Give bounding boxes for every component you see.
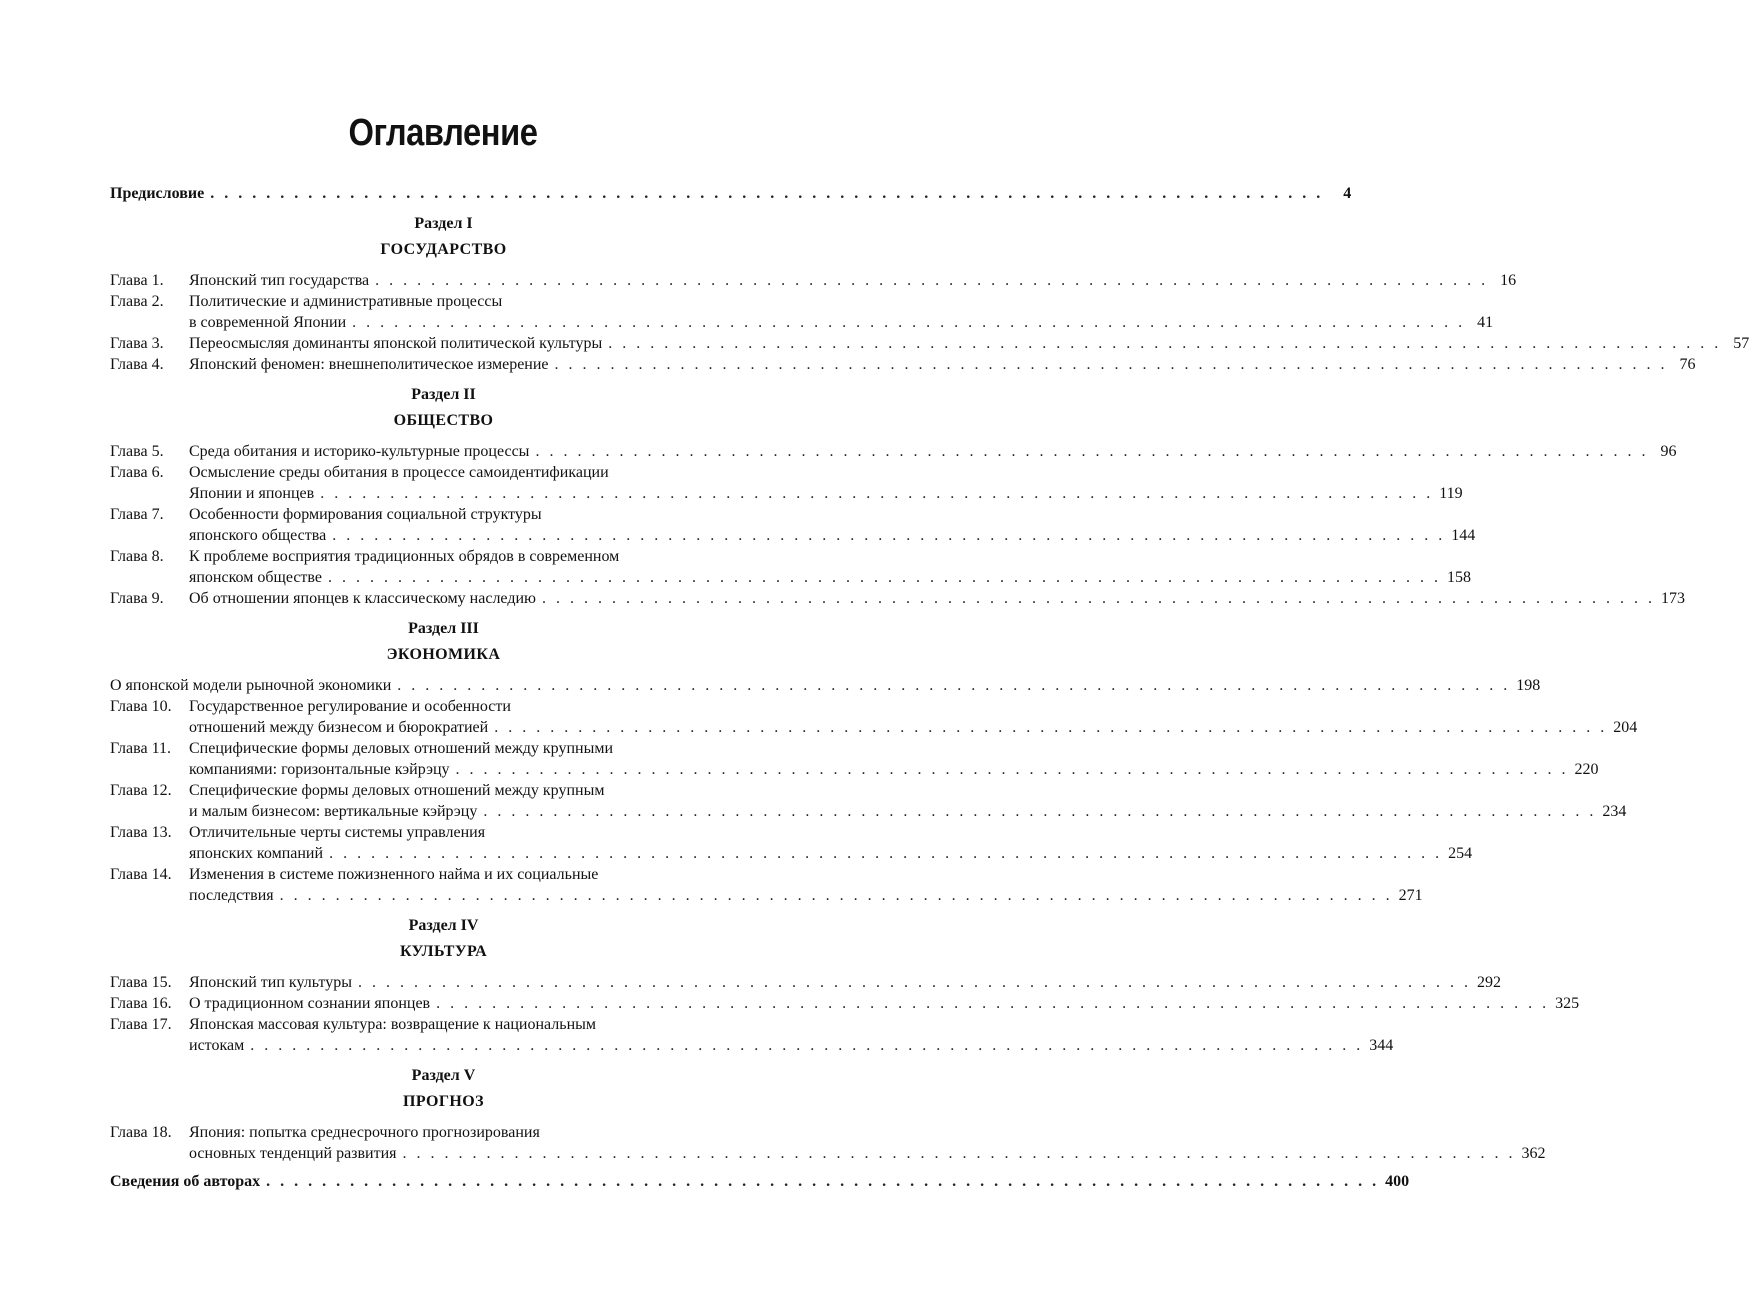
leader-dots: . . . . . . . . . . . . . . . . . . . . . . . . . . . . . . . . . . . . . . . . . . . . . . . . . . . . . . . . . . . . . . . . . . . . . . . . . . . . . . . .: [329, 845, 1443, 862]
toc-entry-continuation[interactable]: [110, 843, 1473, 864]
entry-title: Японская массовая культура: возвращение к национальным: [189, 1016, 597, 1033]
page-number: 344: [1369, 1037, 1394, 1054]
page-number: 119: [1439, 485, 1463, 502]
page-number: 41: [1477, 314, 1494, 331]
entry-line: [189, 462, 777, 483]
chapter-label: Глава 2.: [110, 293, 164, 310]
toc-entry-chapter[interactable]: [110, 441, 1677, 462]
entry-title: Отличительные черты системы управления: [189, 824, 486, 841]
entry-line: [189, 843, 1473, 864]
leader-dots: . . . . . . . . . . . . . . . . . . . . . . . . . . . . . . . . . . . . . . . . . . . . . . . . . . . . . . . . . . . . . . . . . . . . . . . . . . . . . . . .: [455, 761, 1569, 778]
entry-title: японского общества: [189, 527, 327, 544]
chapter-label: Глава 18.: [110, 1124, 172, 1141]
chapter-label: Глава 12.: [110, 782, 172, 799]
entry-title: Государственное регулирование и особенности: [189, 698, 511, 715]
entry-title: японских компаний: [189, 845, 324, 862]
toc-entry-continuation[interactable]: [110, 1035, 1394, 1056]
entry-line: [189, 525, 1476, 546]
leader-dots: . . . . . . . . . . . . . . . . . . . . . . . . . . . . . . . . . . . . . . . . . . . . . . . . . . . . . . . . . . . . . . . . . . . . . . . . . . . . . . . .: [436, 995, 1550, 1012]
page-number: 254: [1448, 845, 1473, 862]
page-number: 16: [1500, 272, 1517, 289]
entry-title: Политические и административные процессы: [189, 293, 503, 310]
chapter-label: Глава 13.: [110, 824, 172, 841]
leader-dots: . . . . . . . . . . . . . . . . . . . . . . . . . . . . . . . . . . . . . . . . . . . . . . . . . . . . . . . . . . . . . . . . . . . . . . . . . . . . . . . .: [332, 527, 1446, 544]
spacer: [110, 1164, 777, 1171]
entry-line: [189, 759, 1599, 780]
toc-entry-preface[interactable]: [110, 183, 1352, 204]
toc-entry-chapter[interactable]: [110, 972, 1501, 993]
entry-title: Япония: попытка среднесрочного прогнозирования: [189, 1124, 540, 1141]
leader-dots: . . . . . . . . . . . . . . . . . . . . . . . . . . . . . . . . . . . . . . . . . . . . . . . . . . . . . . . . . . . . . . . . . . . . . . . . . . . . . . . .: [375, 272, 1489, 289]
entry-line: [189, 738, 777, 759]
page-number: 158: [1446, 569, 1471, 586]
toc-entry-chapter: [110, 822, 777, 843]
leader-dots: . . . . . . . . . . . . . . . . . . . . . . . . . . . . . . . . . . . . . . . . . . . . . . . . . . . . . . . . . . . . . . . . . . . . . . . . . . . . . . . .: [494, 719, 1608, 736]
page-number: 173: [1660, 590, 1685, 607]
toc-entry-continuation[interactable]: [110, 759, 1599, 780]
toc-entry-continuation[interactable]: [110, 885, 1423, 906]
section-title: ЭКОНОМИКА: [386, 646, 501, 663]
toc-entry-chapter: [110, 462, 777, 483]
entry-title: Переосмысляя доминанты японской политической культуры: [189, 335, 603, 352]
toc-entry-chapter[interactable]: [110, 270, 1517, 291]
toc-entry-chapter: [110, 546, 777, 567]
page-number: 4: [1343, 185, 1352, 202]
toc-entry-chapter[interactable]: [110, 993, 1580, 1014]
toc-entry-continuation[interactable]: [110, 483, 1463, 504]
toc-entry-chapter: [110, 504, 777, 525]
page-number: 204: [1613, 719, 1638, 736]
entry-title: К проблеме восприятия традиционных обрядов в современном: [189, 548, 620, 565]
chapter-label: Глава 6.: [110, 464, 164, 481]
toc-entry-chapter[interactable]: [110, 588, 1685, 609]
entry-line: [189, 717, 1638, 738]
table-of-contents: [110, 183, 1749, 1192]
toc-entry-authors[interactable]: [110, 1171, 1410, 1192]
leader-dots: . . . . . . . . . . . . . . . . . . . . . . . . . . . . . . . . . . . . . . . . . . . . . . . . . . . . . . . . . . . . . . . . . . . . . . . . . . . . . . . .: [402, 1145, 1516, 1162]
page-number: 400: [1385, 1173, 1410, 1190]
entry-title: Японский тип государства: [189, 272, 370, 289]
entry-title: Японский феномен: внешнеполитическое измерение: [189, 356, 549, 373]
page-number: 234: [1602, 803, 1627, 820]
section-title: КУЛЬТУРА: [399, 943, 488, 960]
entry-title: Изменения в системе пожизненного найма и их социальные: [189, 866, 599, 883]
entry-title: последствия: [189, 887, 274, 904]
chapter-label: Глава 10.: [110, 698, 172, 715]
leader-dots: . . . . . . . . . . . . . . . . . . . . . . . . . . . . . . . . . . . . . . . . . . . . . . . . . . . . . . . . . . . . . . . . . . . . . . . . . . . . . . . .: [535, 443, 1649, 460]
entry-title: Специфические формы деловых отношений между крупными: [189, 740, 614, 757]
leader-dots: . . . . . . . . . . . . . . . . . . . . . . . . . . . . . . . . . . . . . . . . . . . . . . . . . . . . . . . . . . . . . . . . . . . . . . . . . . . . . . . .: [250, 1037, 1364, 1054]
section-label: Раздел IV: [408, 917, 479, 934]
toc-entry-continuation[interactable]: [110, 801, 1627, 822]
chapter-label: Глава 5.: [110, 443, 164, 460]
toc-entry-chapter: [110, 1014, 777, 1035]
entry-title: основных тенденций развития: [189, 1145, 397, 1162]
leader-dots: . . . . . . . . . . . . . . . . . . . . . . . . . . . . . . . . . . . . . . . . . . . . . . . . . . . . . . . . . . . . . . . . . . . . . . . . . . . . . . . .: [279, 887, 1393, 904]
entry-line: [110, 675, 1541, 696]
entry-line: [189, 780, 777, 801]
chapter-label: Глава 15.: [110, 974, 172, 991]
entry-title: О традиционном сознании японцев: [189, 995, 431, 1012]
entry-line: [110, 183, 1352, 204]
leader-dots: . . . . . . . . . . . . . . . . . . . . . . . . . . . . . . . . . . . . . . . . . . . . . . . . . . . . . . . . . . . . . . . . . . . . . . . . . . . . . . . .: [327, 569, 1441, 586]
toc-entry-continuation[interactable]: [110, 525, 1476, 546]
toc-entry-chapter: [110, 291, 777, 312]
entry-title: Японский тип культуры: [189, 974, 352, 991]
entry-line: [189, 546, 777, 567]
entry-line: [189, 822, 777, 843]
entry-line: [189, 270, 1517, 291]
toc-entry-chapter[interactable]: [110, 354, 1696, 375]
entry-title: в современной Японии: [189, 314, 347, 331]
entry-line: [189, 696, 777, 717]
leader-dots: . . . . . . . . . . . . . . . . . . . . . . . . . . . . . . . . . . . . . . . . . . . . . . . . . . . . . . . . . . . . . . . . . . . . . . . . . . . . . . . .: [483, 803, 1597, 820]
page-number: 220: [1574, 761, 1599, 778]
entry-title: истокам: [189, 1037, 245, 1054]
toc-entry-chapter: [110, 780, 777, 801]
toc-entry-continuation[interactable]: [110, 1143, 1546, 1164]
entry-line: [189, 1122, 777, 1143]
leader-dots: . . . . . . . . . . . . . . . . . . . . . . . . . . . . . . . . . . . . . . . . . . . . . . . . . . . . . . . . . . . . . . . . . . . . . . . . . . . . . . . .: [554, 356, 1668, 373]
chapter-label: Глава 3.: [110, 335, 164, 352]
entry-line: [189, 864, 777, 885]
toc-entry-chapter[interactable]: [110, 675, 1541, 696]
toc-entry-chapter[interactable]: [110, 333, 1749, 354]
entry-title: Осмысление среды обитания в процессе самоидентификации: [189, 464, 609, 481]
entry-line: [189, 504, 777, 525]
section-label: Раздел II: [411, 386, 476, 403]
leader-dots: . . . . . . . . . . . . . . . . . . . . . . . . . . . . . . . . . . . . . . . . . . . . . . . . . . . . . . . . . . . . . . . . . . . . . . . . . . . . . . . .: [397, 677, 1511, 694]
section-title: ГОСУДАРСТВО: [380, 241, 507, 258]
entry-title: Особенности формирования социальной структуры: [189, 506, 542, 523]
chapter-label: Глава 16.: [110, 995, 172, 1012]
leader-dots: . . . . . . . . . . . . . . . . . . . . . . . . . . . . . . . . . . . . . . . . . . . . . . . . . . . . . . . . . . . . . . . . . . . . . . . . . . . . . . . .: [320, 485, 1434, 502]
entry-title: О японской модели рыночной экономики: [110, 677, 392, 694]
entry-line: [189, 801, 1627, 822]
page-number: 76: [1679, 356, 1696, 373]
page-title: Оглавление: [348, 112, 538, 154]
entry-title: компаниями: горизонтальные кэйрэцу: [189, 761, 450, 778]
chapter-label: Глава 1.: [110, 272, 164, 289]
leader-dots: . . . . . . . . . . . . . . . . . . . . . . . . . . . . . . . . . . . . . . . . . . . . . . . . . . . . . . . . . . . . . . . . . . . . . . . . . . . . . . . .: [352, 314, 1466, 331]
entry-title: японском обществе: [189, 569, 322, 586]
entry-line: [110, 1171, 1410, 1192]
section-title: ОБЩЕСТВО: [393, 412, 494, 429]
toc-entry-continuation[interactable]: [110, 717, 1638, 738]
leader-dots: . . . . . . . . . . . . . . . . . . . . . . . . . . . . . . . . . . . . . . . . . . . . . . . . . . . . . . . . . . . . . . . . . . . . . . . . . . . . . . . .: [541, 590, 1655, 607]
toc-entry-chapter: [110, 1122, 777, 1143]
entry-line: [189, 333, 1749, 354]
entry-line: [189, 993, 1580, 1014]
entry-title: Специфические формы деловых отношений между крупным: [189, 782, 605, 799]
chapter-label: Глава 14.: [110, 866, 172, 883]
entry-title: Об отношении японцев к классическому наследию: [189, 590, 536, 607]
chapter-label: Глава 17.: [110, 1016, 172, 1033]
page-number: 362: [1521, 1145, 1546, 1162]
entry-line: [189, 1014, 777, 1035]
entry-title: Сведения об авторах: [110, 1173, 261, 1190]
page-number: 271: [1398, 887, 1423, 904]
entry-line: [189, 354, 1696, 375]
toc-entry-continuation[interactable]: [110, 567, 1471, 588]
leader-dots: . . . . . . . . . . . . . . . . . . . . . . . . . . . . . . . . . . . . . . . . . . . . . . . . . . . . . . . . . . . . . . . . . . . . . . . . . . . . . . . .: [210, 185, 1324, 202]
leader-dots: . . . . . . . . . . . . . . . . . . . . . . . . . . . . . . . . . . . . . . . . . . . . . . . . . . . . . . . . . . . . . . . . . . . . . . . . . . . . . . . .: [266, 1173, 1380, 1190]
leader-dots: . . . . . . . . . . . . . . . . . . . . . . . . . . . . . . . . . . . . . . . . . . . . . . . . . . . . . . . . . . . . . . . . . . . . . . . . . . . . . . . .: [608, 335, 1722, 352]
section-label: Раздел III: [408, 620, 479, 637]
page-number: 57: [1733, 335, 1749, 352]
chapter-label: Глава 8.: [110, 548, 164, 565]
entry-line: [189, 1035, 1394, 1056]
page-number: 292: [1476, 974, 1501, 991]
entry-line: [189, 567, 1471, 588]
toc-entry-continuation[interactable]: [110, 312, 1494, 333]
entry-line: [189, 483, 1463, 504]
section-label: Раздел I: [414, 215, 473, 232]
chapter-label: Глава 9.: [110, 590, 164, 607]
chapter-label: Глава 4.: [110, 356, 164, 373]
page-number: 325: [1555, 995, 1580, 1012]
entry-line: [189, 441, 1677, 462]
leader-dots: . . . . . . . . . . . . . . . . . . . . . . . . . . . . . . . . . . . . . . . . . . . . . . . . . . . . . . . . . . . . . . . . . . . . . . . . . . . . . . . .: [357, 974, 1471, 991]
entry-title: и малым бизнесом: вертикальные кэйрэцу: [189, 803, 478, 820]
toc-entry-chapter: [110, 738, 777, 759]
entry-line: [189, 291, 777, 312]
chapter-label: Глава 7.: [110, 506, 164, 523]
section-label: Раздел V: [411, 1067, 476, 1084]
toc-entry-chapter: [110, 864, 777, 885]
page-number: 144: [1451, 527, 1476, 544]
entry-title: Предисловие: [110, 185, 205, 202]
entry-line: [189, 972, 1501, 993]
entry-line: [189, 885, 1423, 906]
entry-line: [189, 312, 1494, 333]
entry-title: Среда обитания и историко-культурные процессы: [189, 443, 530, 460]
section-title: ПРОГНОЗ: [403, 1093, 484, 1110]
entry-line: [189, 588, 1685, 609]
page-number: 96: [1660, 443, 1677, 460]
entry-line: [189, 1143, 1546, 1164]
entry-title: отношений между бизнесом и бюрократией: [189, 719, 489, 736]
chapter-label: Глава 11.: [110, 740, 171, 757]
entry-title: Японии и японцев: [189, 485, 315, 502]
page-number: 198: [1516, 677, 1541, 694]
toc-entry-chapter: [110, 696, 777, 717]
